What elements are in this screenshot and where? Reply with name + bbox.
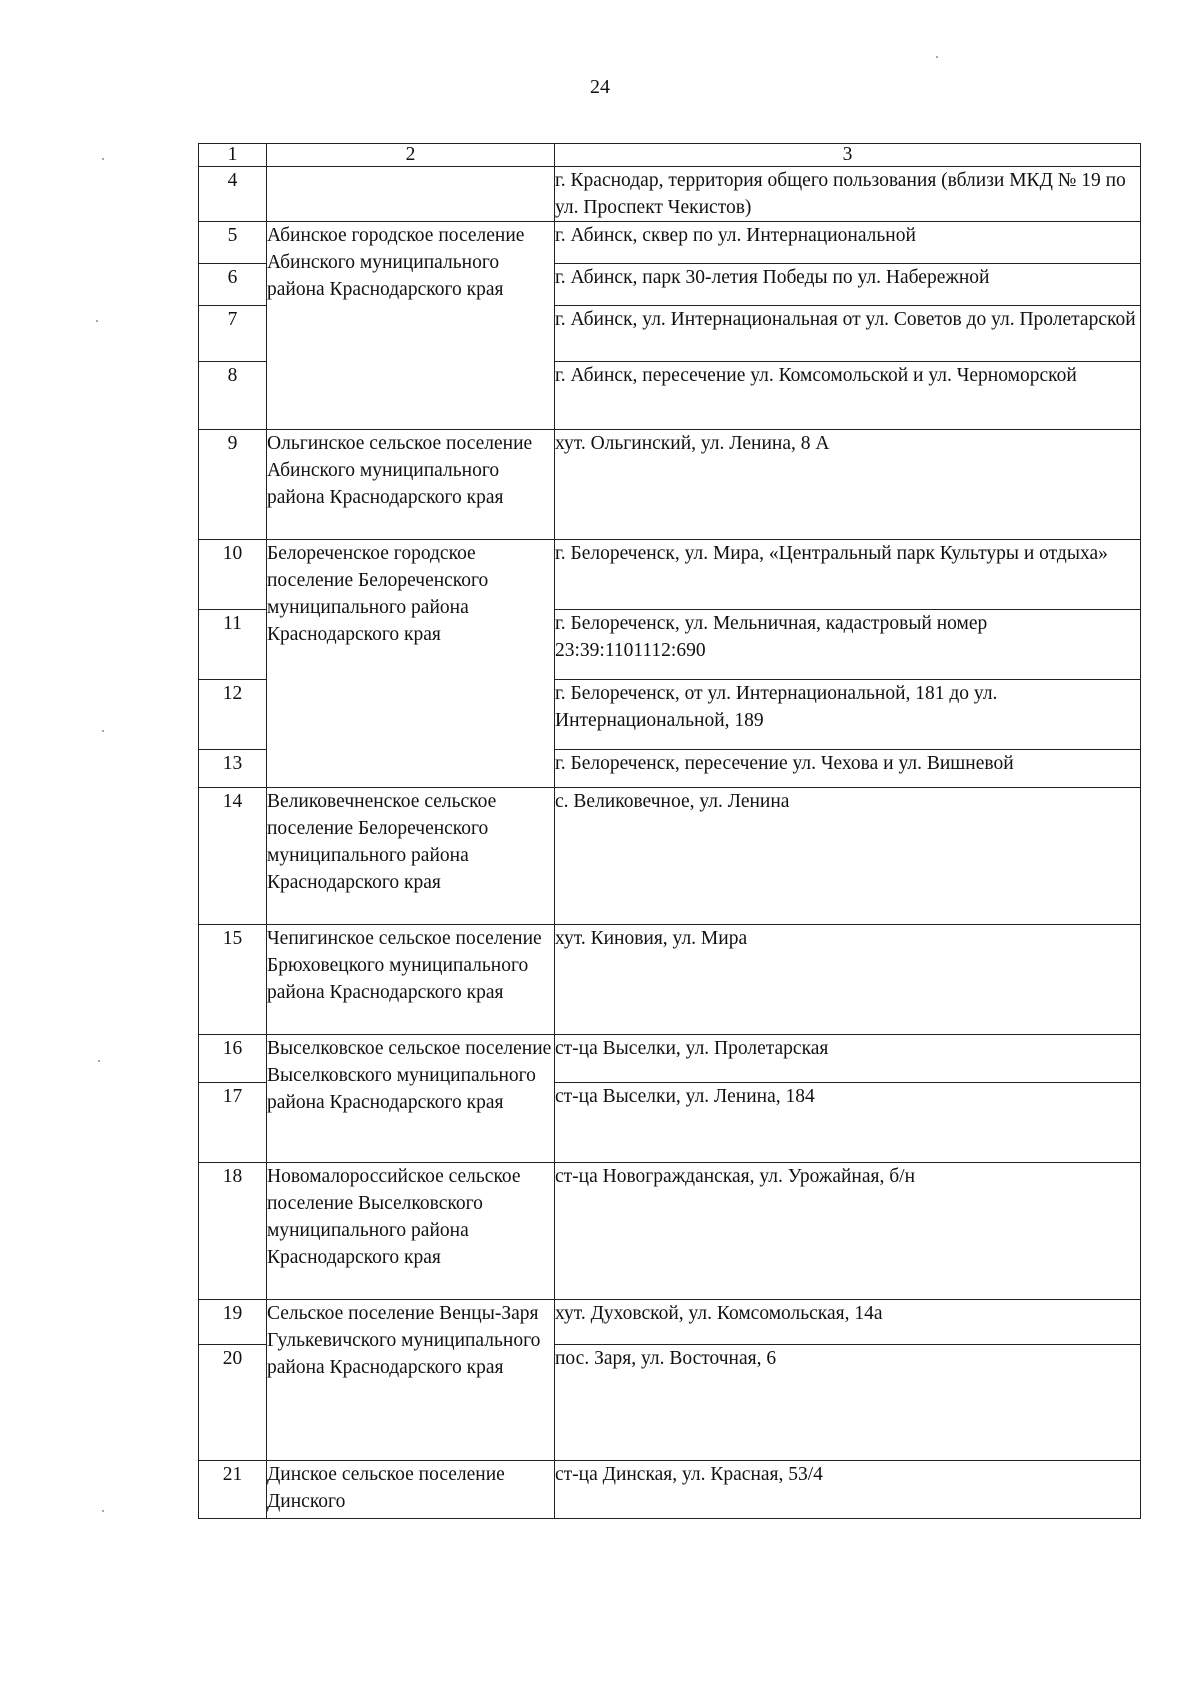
row-number: 17	[199, 1083, 267, 1163]
row-number: 7	[199, 306, 267, 362]
settlement-cell	[267, 167, 555, 222]
address-cell: г. Белореченск, ул. Мира, «Центральный парк Культуры и отдыха»	[555, 540, 1141, 610]
places-table	[198, 143, 1141, 1519]
table-row	[199, 788, 1141, 925]
header-cell: 2	[267, 144, 555, 167]
address-cell: г. Абинск, сквер по ул. Интернациональной	[555, 222, 1141, 264]
settlement-cell: Выселковское сельское поселение Выселковского муниципального района Краснодарского края	[267, 1035, 555, 1163]
table-row	[199, 430, 1141, 540]
address-cell: г. Абинск, пересечение ул. Комсомольской и ул. Черноморской	[555, 362, 1141, 430]
table-row	[199, 1035, 1141, 1083]
row-number: 13	[199, 750, 267, 788]
settlement-cell: Ольгинское сельское поселение Абинского муниципального района Краснодарского края	[267, 430, 555, 540]
row-number: 19	[199, 1300, 267, 1345]
row-number: 18	[199, 1163, 267, 1300]
address-cell: с. Великовечное, ул. Ленина	[555, 788, 1141, 925]
row-number: 6	[199, 264, 267, 306]
settlement-cell: Белореченское городское поселение Белореченского муниципального района Краснодарского края	[267, 540, 555, 788]
address-cell: г. Белореченск, ул. Мельничная, кадастровый номер 23:39:1101112:690	[555, 610, 1141, 680]
address-cell: ст-ца Динская, ул. Красная, 53/4	[555, 1461, 1141, 1519]
row-number: 20	[199, 1345, 267, 1461]
address-cell: г. Белореченск, от ул. Интернациональной, 181 до ул. Интернациональной, 189	[555, 680, 1141, 750]
table-row	[199, 1461, 1141, 1519]
row-number: 12	[199, 680, 267, 750]
row-number: 14	[199, 788, 267, 925]
table-row	[199, 167, 1141, 222]
row-number: 10	[199, 540, 267, 610]
row-number: 8	[199, 362, 267, 430]
settlement-cell: Великовечненское сельское поселение Белореченского муниципального района Краснодарского края	[267, 788, 555, 925]
row-number: 11	[199, 610, 267, 680]
header-cell: 1	[199, 144, 267, 167]
settlement-cell: Динское сельское поселение Динского	[267, 1461, 555, 1519]
settlement-cell: Чепигинское сельское поселение Брюховецкого муниципального района Краснодарского края	[267, 925, 555, 1035]
settlement-cell: Новомалороссийское сельское поселение Выселковского муниципального района Краснодарского края	[267, 1163, 555, 1300]
scan-speck	[102, 730, 104, 732]
row-number: 4	[199, 167, 267, 222]
table-row	[199, 925, 1141, 1035]
row-number: 15	[199, 925, 267, 1035]
address-cell: ст-ца Новогражданская, ул. Урожайная, б/н	[555, 1163, 1141, 1300]
table-row	[199, 1300, 1141, 1345]
address-cell: хут. Ольгинский, ул. Ленина, 8 А	[555, 430, 1141, 540]
address-cell: г. Краснодар, территория общего пользования (вблизи МКД № 19 по ул. Проспект Чекистов)	[555, 167, 1141, 222]
table-header-row	[199, 144, 1141, 167]
address-cell: г. Абинск, ул. Интернациональная от ул. Советов до ул. Пролетарской	[555, 306, 1141, 362]
address-cell: г. Белореченск, пересечение ул. Чехова и ул. Вишневой	[555, 750, 1141, 788]
header-cell: 3	[555, 144, 1141, 167]
scan-speck	[936, 56, 938, 58]
address-cell: хут. Киновия, ул. Мира	[555, 925, 1141, 1035]
address-cell: ст-ца Выселки, ул. Пролетарская	[555, 1035, 1141, 1083]
table-row	[199, 540, 1141, 610]
row-number: 16	[199, 1035, 267, 1083]
table-row	[199, 222, 1141, 264]
address-cell: пос. Заря, ул. Восточная, 6	[555, 1345, 1141, 1461]
scan-speck	[96, 320, 98, 322]
row-number: 5	[199, 222, 267, 264]
scan-speck	[102, 158, 104, 160]
row-number: 9	[199, 430, 267, 540]
row-number: 21	[199, 1461, 267, 1519]
address-cell: ст-ца Выселки, ул. Ленина, 184	[555, 1083, 1141, 1163]
address-cell: г. Абинск, парк 30-летия Победы по ул. Набережной	[555, 264, 1141, 306]
settlement-cell: Абинское городское поселение Абинского муниципального района Краснодарского края	[267, 222, 555, 430]
scan-speck	[98, 1060, 100, 1062]
page-number: 24	[590, 76, 610, 98]
address-cell: хут. Духовской, ул. Комсомольская, 14а	[555, 1300, 1141, 1345]
table-row	[199, 1163, 1141, 1300]
scan-speck	[102, 1510, 104, 1512]
settlement-cell: Сельское поселение Венцы-Заря Гулькевичского муниципального района Краснодарского края	[267, 1300, 555, 1461]
